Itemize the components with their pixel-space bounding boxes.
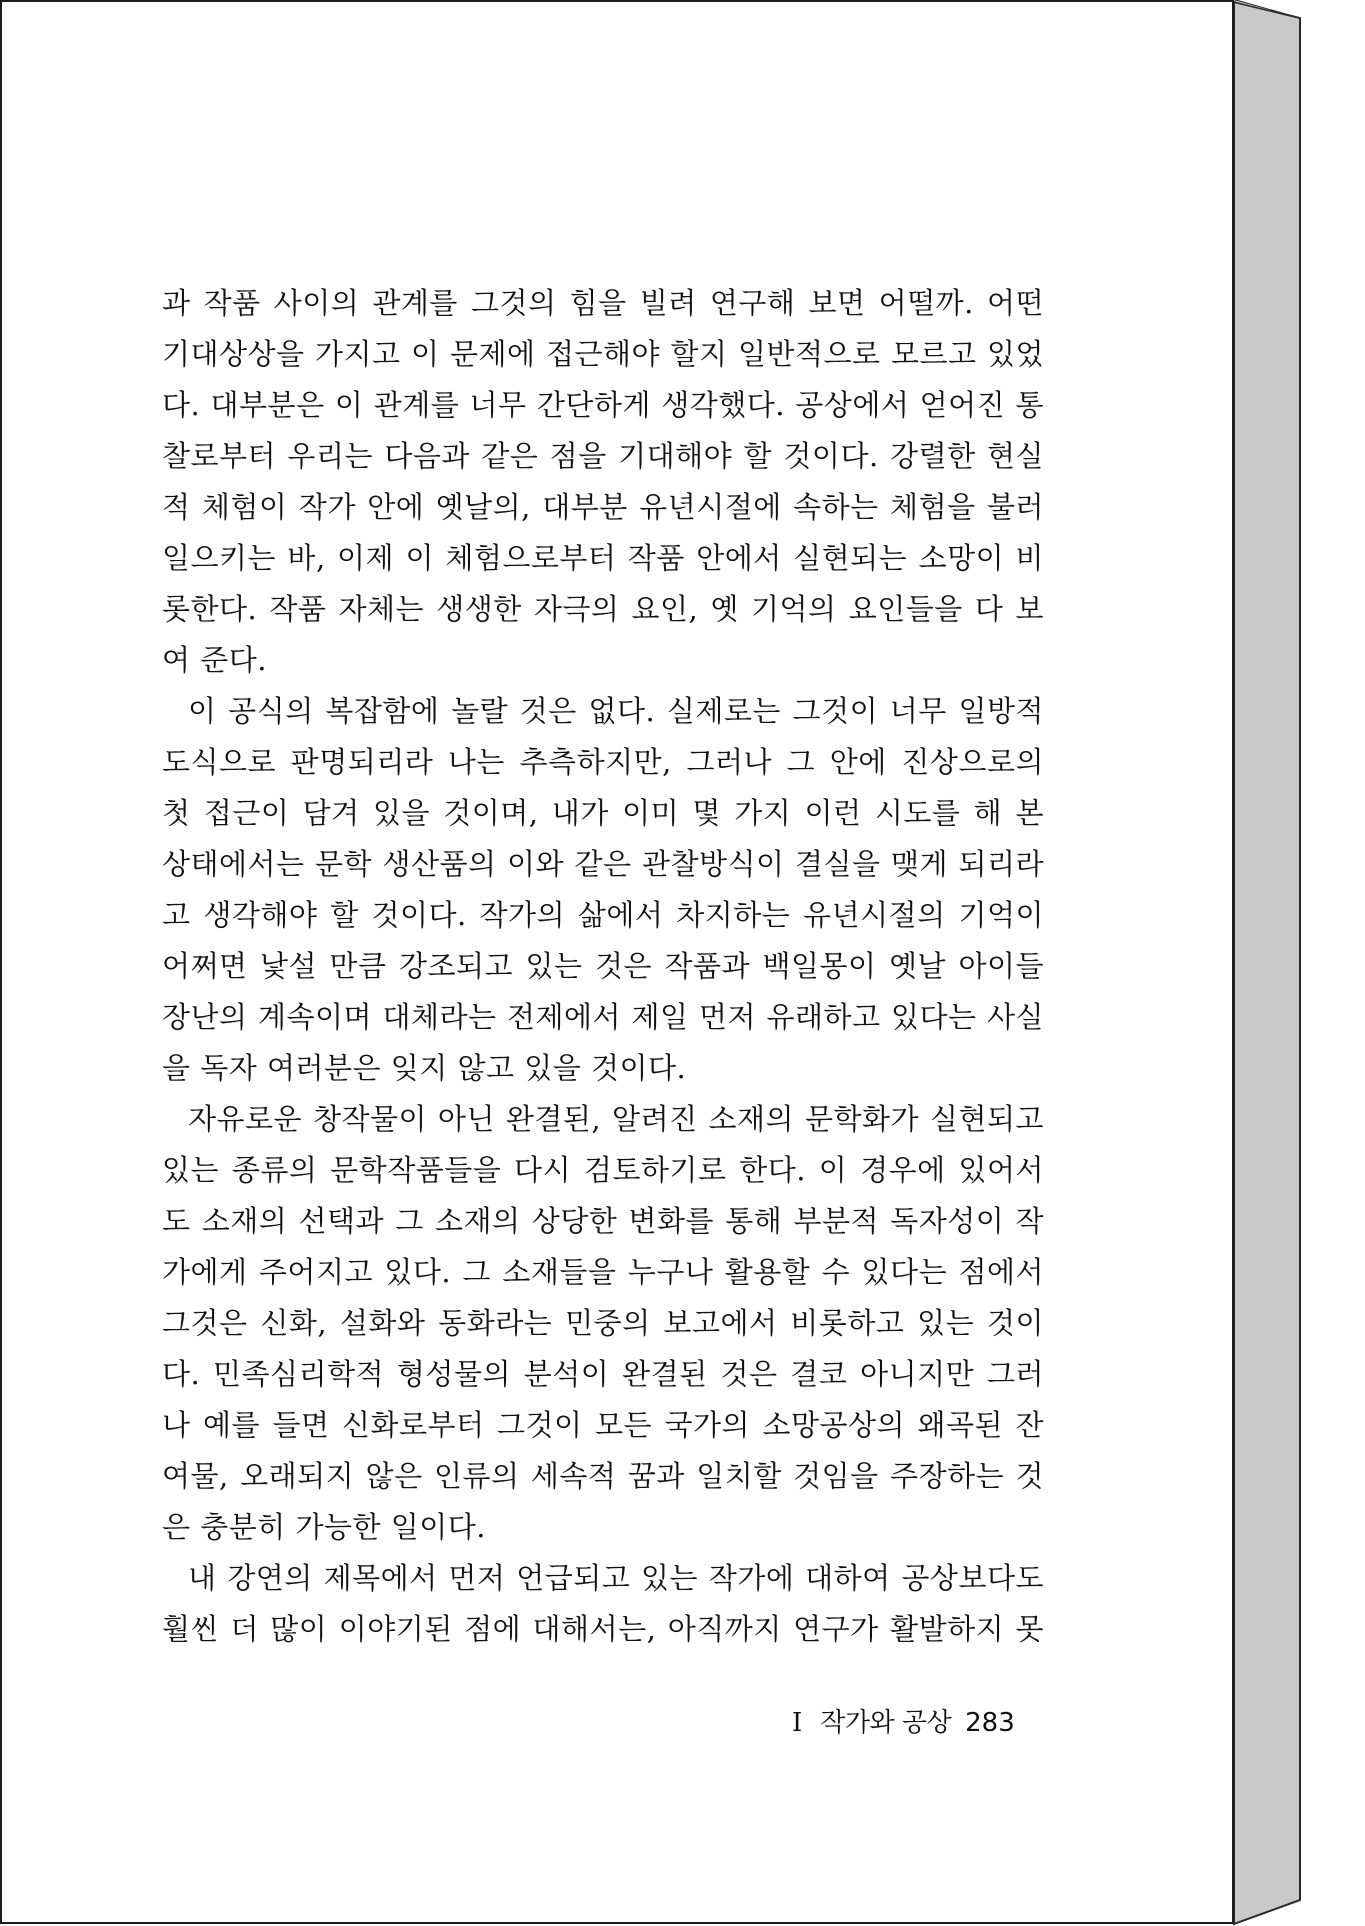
text-line: 장난의 계속이며 대체라는 전제에서 제일 먼저 유래하고 있다는 사실	[162, 1000, 1044, 1034]
text-line: 있는 종류의 문학작품들을 다시 검토하기로 한다. 이 경우에 있어서	[162, 1153, 1044, 1187]
text-line: 을 독자 여러분은 잊지 않고 있을 것이다.	[162, 1051, 687, 1085]
paragraph	[162, 1553, 1044, 1655]
text-line: 그것은 신화, 설화와 동화라는 민중의 보고에서 비롯하고 있는 것이	[162, 1306, 1044, 1340]
page-footer	[792, 1703, 1015, 1743]
text-line: 찰로부터 우리는 다음과 같은 점을 기대해야 할 것이다. 강렬한 현실	[162, 439, 1044, 473]
text-line: 여 준다.	[162, 643, 267, 677]
text-line: 내 강연의 제목에서 먼저 언급되고 있는 작가에 대하여 공상보다도	[188, 1561, 1044, 1595]
paragraph	[162, 1094, 1044, 1553]
text-line: 훨씬 더 많이 이야기된 점에 대해서는, 아직까지 연구가 활발하지 못	[162, 1612, 1044, 1646]
chapter-mark: I	[792, 1708, 803, 1738]
running-title: 작가와 공상	[820, 1708, 952, 1738]
text-line: 적 체험이 작가 안에 옛날의, 대부분 유년시절에 속하는 체험을 불러	[162, 490, 1044, 524]
text-line: 다. 민족심리학적 형성물의 분석이 완결된 것은 결코 아니지만 그러	[162, 1357, 1044, 1391]
text-line: 어쩌면 낯설 만큼 강조되고 있는 것은 작품과 백일몽이 옛날 아이들	[162, 949, 1044, 983]
body-text	[162, 278, 1044, 1655]
text-line: 나 예를 들면 신화로부터 그것이 모든 국가의 소망공상의 왜곡된 잔	[162, 1408, 1044, 1442]
text-line: 상태에서는 문학 생산품의 이와 같은 관찰방식이 결실을 맺게 되리라	[162, 847, 1044, 881]
paragraph	[162, 278, 1044, 686]
text-line: 기대상상을 가지고 이 문제에 접근해야 할지 일반적으로 모르고 있었	[162, 337, 1044, 371]
paragraph	[162, 686, 1044, 1094]
text-line: 과 작품 사이의 관계를 그것의 힘을 빌려 연구해 보면 어떨까. 어떤	[162, 286, 1044, 320]
page-number: 283	[965, 1708, 1015, 1738]
text-line: 여물, 오래되지 않은 인류의 세속적 꿈과 일치할 것임을 주장하는 것	[162, 1459, 1044, 1493]
text-line: 도식으로 판명되리라 나는 추측하지만, 그러나 그 안에 진상으로의	[162, 745, 1044, 779]
text-line: 일으키는 바, 이제 이 체험으로부터 작품 안에서 실현되는 소망이 비	[162, 541, 1044, 575]
text-line: 도 소재의 선택과 그 소재의 상당한 변화를 통해 부분적 독자성이 작	[162, 1204, 1044, 1238]
text-line: 가에게 주어지고 있다. 그 소재들을 누구나 활용할 수 있다는 점에서	[162, 1255, 1044, 1289]
text-line: 롯한다. 작품 자체는 생생한 자극의 요인, 옛 기억의 요인들을 다 보	[162, 592, 1044, 626]
text-line: 고 생각해야 할 것이다. 작가의 삶에서 차지하는 유년시절의 기억이	[162, 898, 1044, 932]
text-line: 은 충분히 가능한 일이다.	[162, 1510, 487, 1544]
text-line: 자유로운 창작물이 아닌 완결된, 알려진 소재의 문학화가 실현되고	[188, 1102, 1044, 1136]
text-line: 이 공식의 복잡함에 놀랄 것은 없다. 실제로는 그것이 너무 일방적	[188, 694, 1044, 728]
text-line: 첫 접근이 담겨 있을 것이며, 내가 이미 몇 가지 이런 시도를 해 본	[162, 796, 1044, 830]
text-line: 다. 대부분은 이 관계를 너무 간단하게 생각했다. 공상에서 얻어진 통	[162, 388, 1044, 422]
